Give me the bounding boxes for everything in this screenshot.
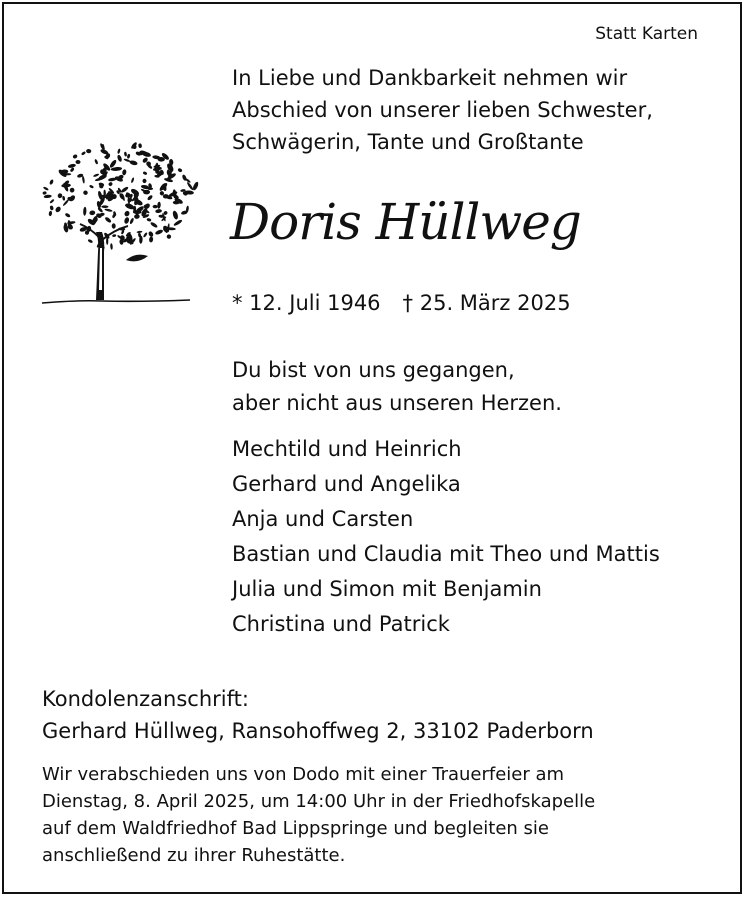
- family-member: Mechtild und Heinrich: [232, 437, 462, 461]
- family-member: Gerhard und Angelika: [232, 472, 461, 496]
- intro-text: [232, 62, 653, 158]
- condolence-label: Kondolenzanschrift:: [42, 687, 249, 711]
- family-member: Anja und Carsten: [232, 507, 414, 531]
- funeral-info: [42, 761, 595, 869]
- family-member: Christina und Patrick: [232, 612, 450, 636]
- condolence-address-line: Gerhard Hüllweg, Ransohoffweg 2, 33102 Paderborn: [42, 719, 594, 743]
- intro-line: Abschied von unserer lieben Schwester,: [232, 98, 653, 122]
- birth-date: * 12. Juli 1946: [232, 291, 381, 315]
- quote-line: aber nicht aus unseren Herzen.: [232, 391, 562, 415]
- funeral-line: Dienstag, 8. April 2025, um 14:00 Uhr in der Friedhofskapelle: [42, 791, 596, 812]
- funeral-line: anschließend zu ihrer Ruhestätte.: [42, 845, 346, 866]
- tree-icon: [40, 140, 210, 310]
- family-member: Julia und Simon mit Benjamin: [232, 577, 542, 601]
- deceased-name: Doris Hüllweg: [230, 193, 581, 251]
- statt-karten-label: Statt Karten: [595, 24, 698, 44]
- funeral-line: auf dem Waldfriedhof Bad Lippspringe und begleiten sie: [42, 818, 549, 839]
- family-member: Bastian und Claudia mit Theo und Mattis: [232, 542, 660, 566]
- life-dates: [232, 291, 571, 315]
- funeral-line: Wir verabschieden uns von Dodo mit einer Trauerfeier am: [42, 764, 565, 785]
- intro-line: Schwägerin, Tante und Großtante: [232, 130, 584, 154]
- condolence-address: [42, 683, 594, 747]
- memorial-quote: [232, 354, 562, 420]
- family-list: [232, 432, 660, 642]
- quote-line: Du bist von uns gegangen,: [232, 358, 515, 382]
- intro-line: In Liebe und Dankbarkeit nehmen wir: [232, 66, 628, 90]
- death-date: † 25. März 2025: [402, 291, 571, 315]
